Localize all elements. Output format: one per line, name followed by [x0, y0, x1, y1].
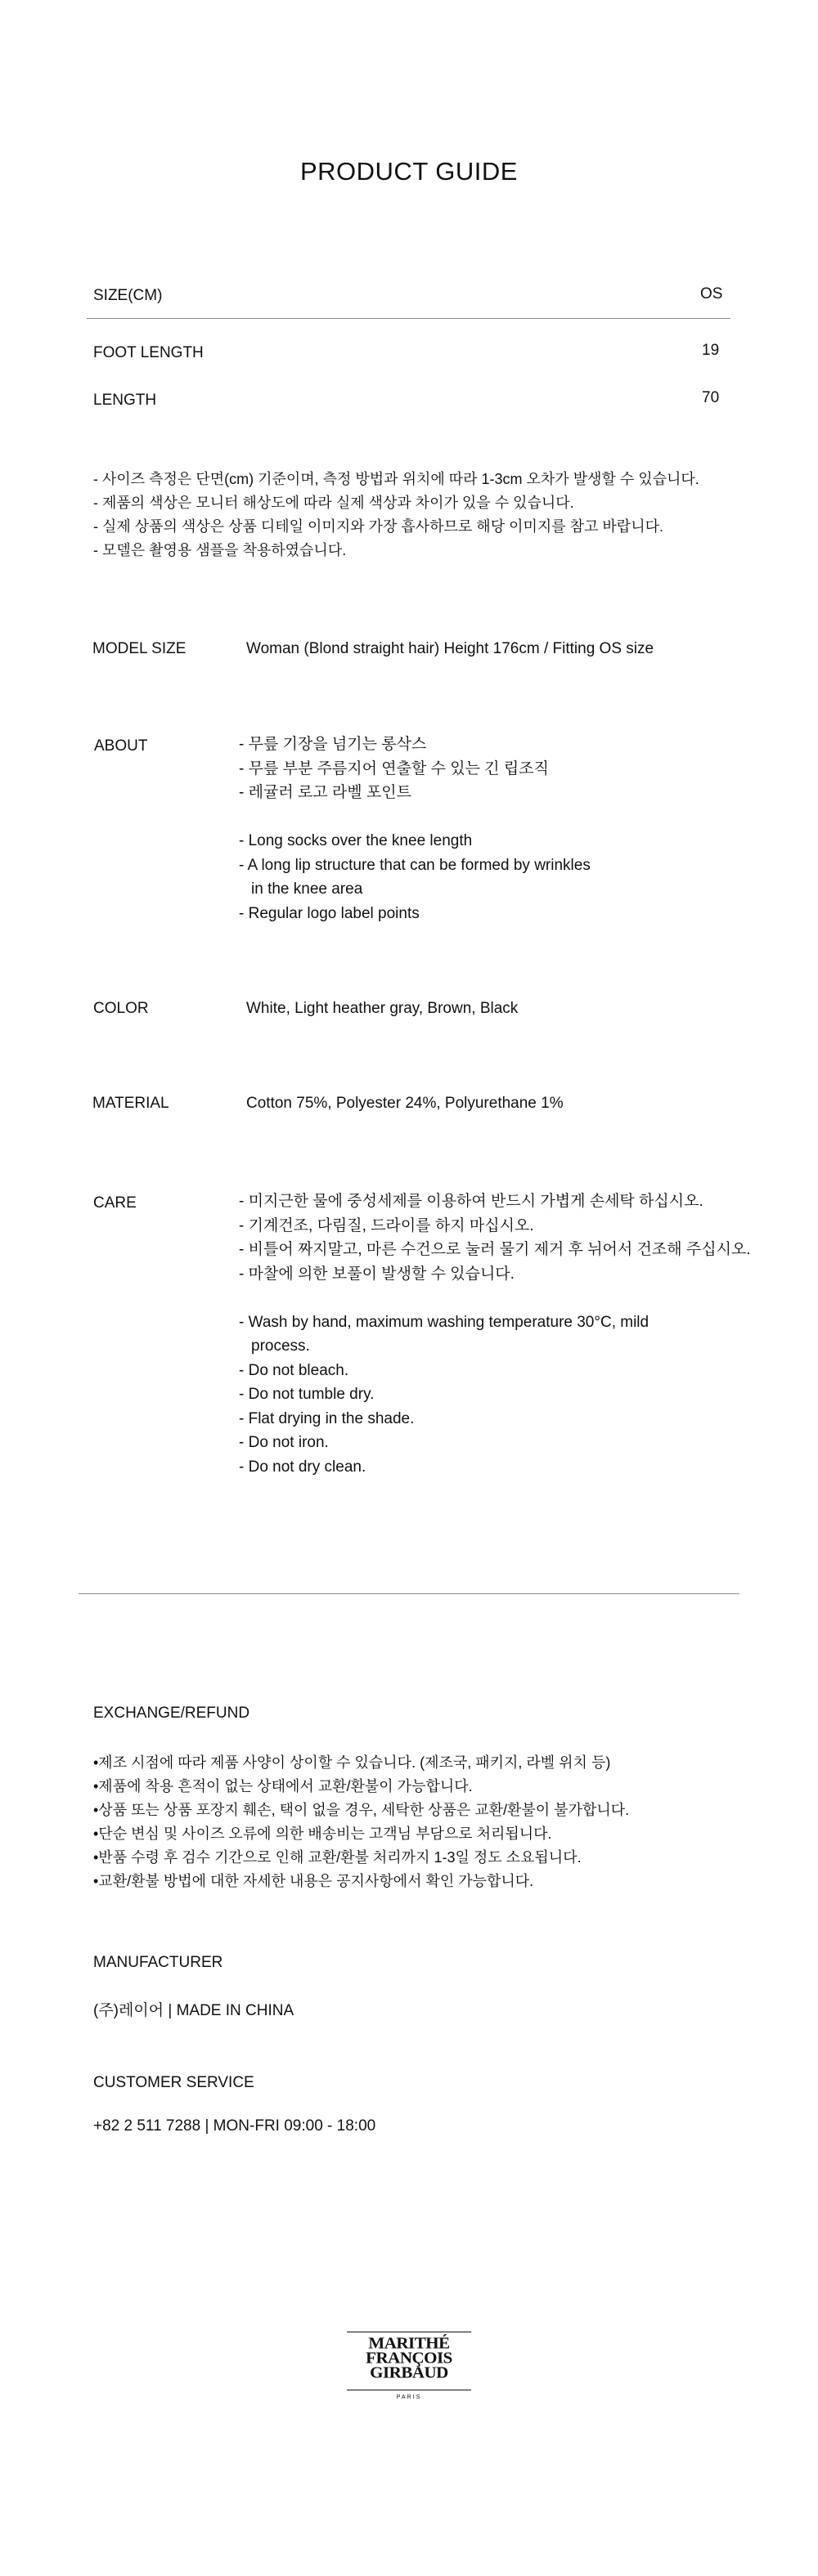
- logo-line: MARITHÉ: [368, 2333, 450, 2353]
- size-table-header-label: SIZE(CM): [93, 287, 163, 304]
- about-ko-line: - 무릎 부분 주름지어 연출할 수 있는 긴 립조직: [239, 759, 549, 777]
- manufacturer-value: (주)레이어 | MADE IN CHINA: [93, 2002, 294, 2019]
- care-label: CARE: [93, 1194, 137, 1212]
- note-line: - 사이즈 측정은 단면(cm) 기준이며, 측정 방법과 위치에 따라 1-3cm 오차가 발생할 수 있습니다.: [93, 471, 699, 487]
- care-en-line: - Do not dry clean.: [239, 1458, 366, 1476]
- care-ko-line: - 마찰에 의한 보풀이 발생할 수 있습니다.: [239, 1265, 515, 1283]
- size-table-divider: [87, 318, 730, 319]
- care-ko-line: - 미지근한 물에 중성세제를 이용하여 반드시 가볍게 손세탁 하십시오.: [239, 1193, 703, 1210]
- care-en-line: - Flat drying in the shade.: [239, 1409, 415, 1427]
- care-ko-line: - 기계건조, 다림질, 드라이를 하지 마십시오.: [239, 1216, 534, 1234]
- policy-line: •교환/환불 방법에 대한 자세한 내용은 공지사항에서 확인 가능합니다.: [93, 1873, 534, 1889]
- customer-service-heading: CUSTOMER SERVICE: [93, 2074, 254, 2091]
- size-row-label-foot-length: FOOT LENGTH: [93, 344, 204, 361]
- policy-line: •제품에 착용 흔적이 없는 상태에서 교환/환불이 가능합니다.: [93, 1778, 473, 1794]
- brand-logo: [347, 2332, 471, 2405]
- exchange-refund-policy: [93, 1751, 629, 1893]
- note-line: - 모델은 촬영용 샘플을 착용하였습니다.: [93, 542, 347, 558]
- policy-line: •상품 또는 상품 포장지 훼손, 택이 없을 경우, 세탁한 상품은 교환/환불이 불가합니다.: [93, 1802, 630, 1818]
- policy-line: •단순 변심 및 사이즈 오류에 의한 배송비는 고객님 부담으로 처리됩니다.: [93, 1826, 552, 1842]
- about-description: [239, 732, 591, 925]
- care-en-line: - Do not bleach.: [239, 1361, 349, 1379]
- color-value: White, Light heather gray, Brown, Black: [246, 1000, 519, 1017]
- material-value: Cotton 75%, Polyester 24%, Polyurethane 1%: [246, 1095, 564, 1112]
- about-en-line: - A long lip structure that can be formed by wrinkles: [239, 856, 591, 874]
- logo-line: GIRBAUD: [370, 2363, 448, 2382]
- about-ko-line: - 레귤러 로고 라벨 포인트: [239, 784, 411, 801]
- care-en-line: - Do not iron.: [239, 1434, 329, 1451]
- model-size-label: MODEL SIZE: [92, 640, 187, 657]
- note-line: - 제품의 색상은 모니터 해상도에 따라 실제 색상과 차이가 있을 수 있습니다.: [93, 495, 574, 511]
- manufacturer-heading: MANUFACTURER: [93, 1954, 223, 1971]
- material-label: MATERIAL: [92, 1095, 169, 1112]
- note-line: - 실제 상품의 색상은 상품 디테일 이미지와 가장 흡사하므로 해당 이미지를 참고 바랍니다.: [93, 518, 663, 535]
- policy-line: •제조 시점에 따라 제품 사양이 상이할 수 있습니다. (제조국, 패키지, 라벨 위치 등): [93, 1754, 611, 1771]
- care-ko-line: - 비틀어 짜지말고, 마른 수건으로 눌러 물기 제거 후 뉘어서 건조해 주십시오.: [239, 1241, 751, 1258]
- size-row-value-foot-length: 19: [702, 342, 720, 359]
- about-en-line: - Long socks over the knee length: [239, 832, 473, 849]
- about-label: ABOUT: [94, 737, 148, 755]
- customer-service-value: +82 2 511 7288 | MON-FRI 09:00 - 18:00: [93, 2117, 376, 2135]
- about-en-line: in the knee area: [251, 880, 363, 898]
- size-notes: [93, 468, 699, 562]
- care-en-line: - Do not tumble dry.: [239, 1386, 375, 1403]
- size-row-value-length: 70: [702, 389, 720, 406]
- page-title: PRODUCT GUIDE: [299, 157, 518, 186]
- exchange-refund-heading: EXCHANGE/REFUND: [93, 1705, 250, 1722]
- policy-line: •반품 수령 후 검수 기간으로 인해 교환/환불 처리까지 1-3일 정도 소요됩니다.: [93, 1849, 582, 1866]
- size-table-header-value: OS: [700, 285, 723, 302]
- size-row-label-length: LENGTH: [93, 392, 157, 409]
- about-ko-line: - 무릎 기장을 넘기는 롱삭스: [239, 736, 427, 753]
- logo-line: FRANÇOIS: [366, 2348, 452, 2368]
- care-en-line: - Wash by hand, maximum washing temperature 30°C, mild: [239, 1313, 649, 1331]
- color-label: COLOR: [93, 1000, 149, 1017]
- about-en-line: - Regular logo label points: [239, 904, 420, 922]
- care-instructions: [239, 1189, 751, 1479]
- section-divider: [79, 1593, 739, 1594]
- model-size-value: Woman (Blond straight hair) Height 176cm / Fitting OS size: [246, 640, 654, 657]
- logo-paris: PARIS: [396, 2395, 422, 2400]
- care-en-line: process.: [251, 1337, 310, 1355]
